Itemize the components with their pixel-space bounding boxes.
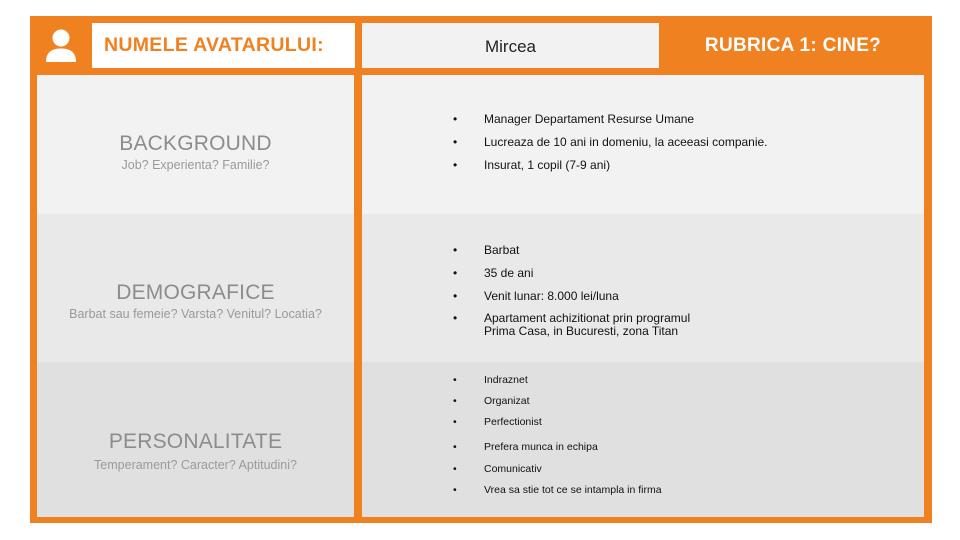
- list-item: • Lucreaza de 10 ani in domeniu, la aceeasi companie.: [453, 135, 768, 149]
- list-item-continuation: Prima Casa, in Bucuresti, zona Titan: [484, 324, 679, 338]
- list-item: • Prefera munca in echipa: [453, 441, 598, 453]
- list-item: • Indraznet: [453, 374, 528, 386]
- rubrica-title: RUBRICA 1: CINE?: [704, 35, 882, 56]
- avatar-name-value: Mircea: [362, 23, 659, 68]
- list-item: • 35 de ani: [453, 266, 534, 280]
- list-item: • Insurat, 1 copil (7-9 ani): [453, 158, 611, 172]
- background-subtitle: Job? Experienta? Familie?: [121, 158, 270, 172]
- background-content-panel: [362, 75, 924, 214]
- demografice-subtitle: Barbat sau femeie? Varsta? Venitul? Locatia?: [69, 307, 322, 321]
- background-label-panel: [37, 75, 354, 214]
- demografice-content-panel: [362, 214, 924, 362]
- demografice-label-panel: [37, 214, 354, 362]
- list-item: • Comunicativ: [453, 463, 542, 475]
- personalitate-label-panel: [37, 362, 354, 517]
- list-item: • Vrea sa stie tot ce se intampla in firma: [453, 484, 662, 496]
- list-item: • Apartament achizitionat prin programul: [453, 311, 691, 325]
- personalitate-title: PERSONALITATE: [108, 430, 283, 453]
- list-item: • Venit lunar: 8.000 lei/luna: [453, 289, 619, 303]
- list-item: • Manager Departament Resurse Umane: [453, 112, 695, 126]
- list-item: • Barbat: [453, 243, 520, 257]
- avatar-name-label: NUMELE AVATARULUI:: [92, 23, 355, 68]
- demografice-title: DEMOGRAFICE: [116, 281, 275, 304]
- personalitate-subtitle: Temperament? Caracter? Aptitudini?: [94, 458, 297, 472]
- list-item: • Organizat: [453, 395, 530, 407]
- user-icon: [44, 28, 78, 64]
- background-title: BACKGROUND: [119, 132, 272, 155]
- list-item: • Perfectionist: [453, 416, 542, 428]
- personalitate-content-panel: [362, 362, 924, 517]
